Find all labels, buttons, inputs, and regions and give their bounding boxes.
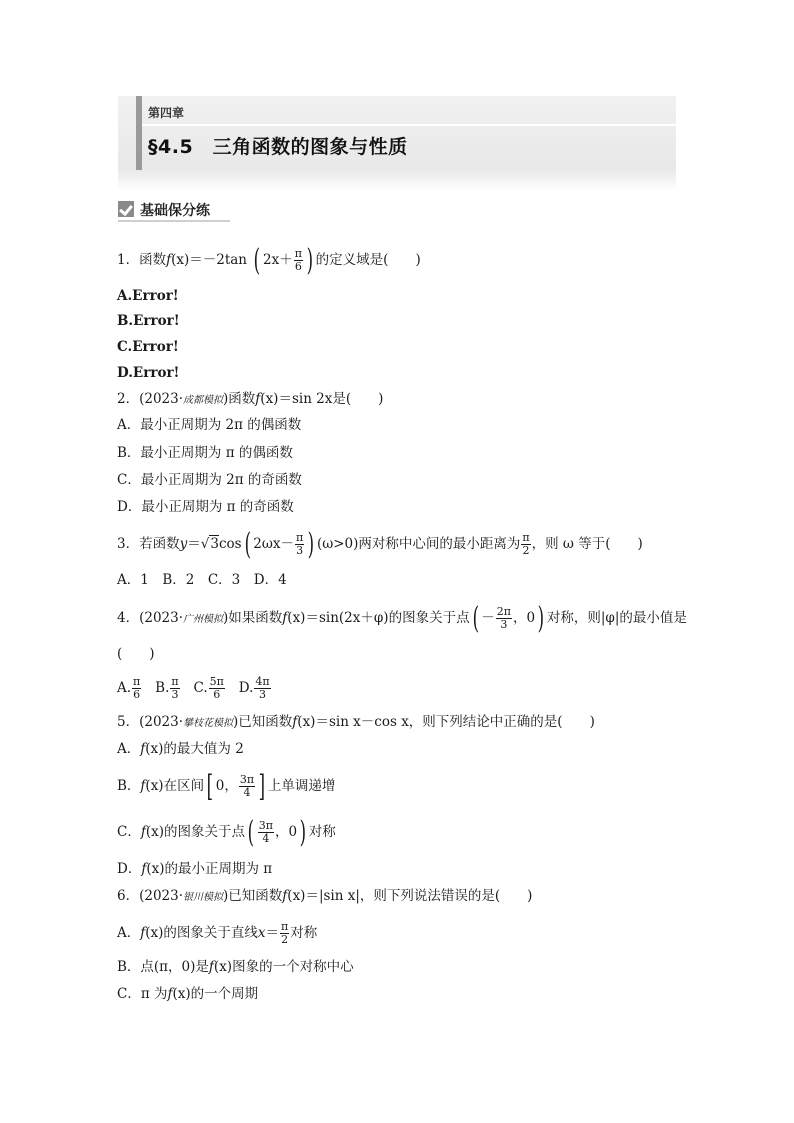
q2-option-b: B．最小正周期为 π 的偶函数 xyxy=(117,445,293,461)
q1-option-a: A.Error! xyxy=(117,288,179,304)
q5-option-a: A．f(x)的最大值为 2 xyxy=(117,741,244,757)
q5-option-d: D．f(x)的最小正周期为 π xyxy=(117,861,273,877)
question-5: 5．(2023·攀枝花模拟)已知函数f(x)＝sin x－cos x，则下列结论中正确的是( ) xyxy=(117,714,595,730)
question-6: 6．(2023·银川模拟)已知函数f(x)＝|sin x|，则下列说法错误的是( ) xyxy=(117,888,533,904)
section-label: 基础保分练 xyxy=(140,203,210,219)
q2-option-a: A．最小正周期为 2π 的偶函数 xyxy=(117,417,302,433)
question-2: 2．(2023·成都模拟)函数f(x)＝sin 2x是( ) xyxy=(117,391,384,407)
section-tag xyxy=(118,198,230,222)
q2-option-c: C．最小正周期为 2π 的奇函数 xyxy=(117,472,302,488)
header-shadow xyxy=(118,170,676,190)
header-divider xyxy=(142,124,676,126)
q1-option-b: B.Error! xyxy=(117,313,180,329)
page-title: §4.5 三角函数的图象与性质 xyxy=(148,136,408,158)
q1-option-c: C.Error! xyxy=(117,339,179,355)
q6-option-b: B．点(π，0)是f(x)图象的一个对称中心 xyxy=(117,959,354,975)
chapter-label: 第四章 xyxy=(148,106,185,120)
q4-options: A. $\frac{\pi}{6}$ B. $\frac{\pi}{3}$ C. $\frac{5\pi}{6}$ D. $\frac{4\pi}{3}$ xyxy=(117,675,270,701)
q6-option-c: C．π 为f(x)的一个周期 xyxy=(117,986,259,1002)
section-underline xyxy=(118,220,230,222)
question-4: 4．(2023·广州模拟)如果函数f(x)＝sin(2x＋φ)的图象关于点( － $\frac{2\pi}{3}$ ，0) 对称，则|φ|的最小值是 xyxy=(117,600,687,636)
q6-option-a: A．f(x)的图象关于直线x＝ $\frac{\pi}{2}$ 对称 xyxy=(117,920,318,946)
q5-option-c: C．f(x)的图象关于点( $\frac{3\pi}{4}$ ，0) 对称 xyxy=(117,814,336,850)
chapter-header xyxy=(118,96,676,192)
question-1: 1．函数f(x)＝－2tan ( 2x＋ $\frac{\pi}{6}$ ) 的定义域是( ) xyxy=(117,242,421,278)
q3-options: A．1 B．2 C．3 D．4 xyxy=(117,572,287,588)
question-3: 3．若函数y＝√3cos( 2ωx－ $\frac{\pi}{3}$ ) (ω>0)两对称中心间的最小距离为 $\frac{\pi}{2}$ ，则 ω 等于( ) xyxy=(117,526,643,562)
header-accent-bar xyxy=(136,96,142,170)
q5-option-b: B．f(x)在区间[ 0， $\frac{3\pi}{4}$ ] 上单调递增 xyxy=(117,768,336,804)
checkbox-icon xyxy=(118,201,134,217)
q4-answer-paren: ( ) xyxy=(117,646,155,662)
q2-option-d: D．最小正周期为 π 的奇函数 xyxy=(117,499,294,515)
q1-option-d: D.Error! xyxy=(117,365,180,381)
